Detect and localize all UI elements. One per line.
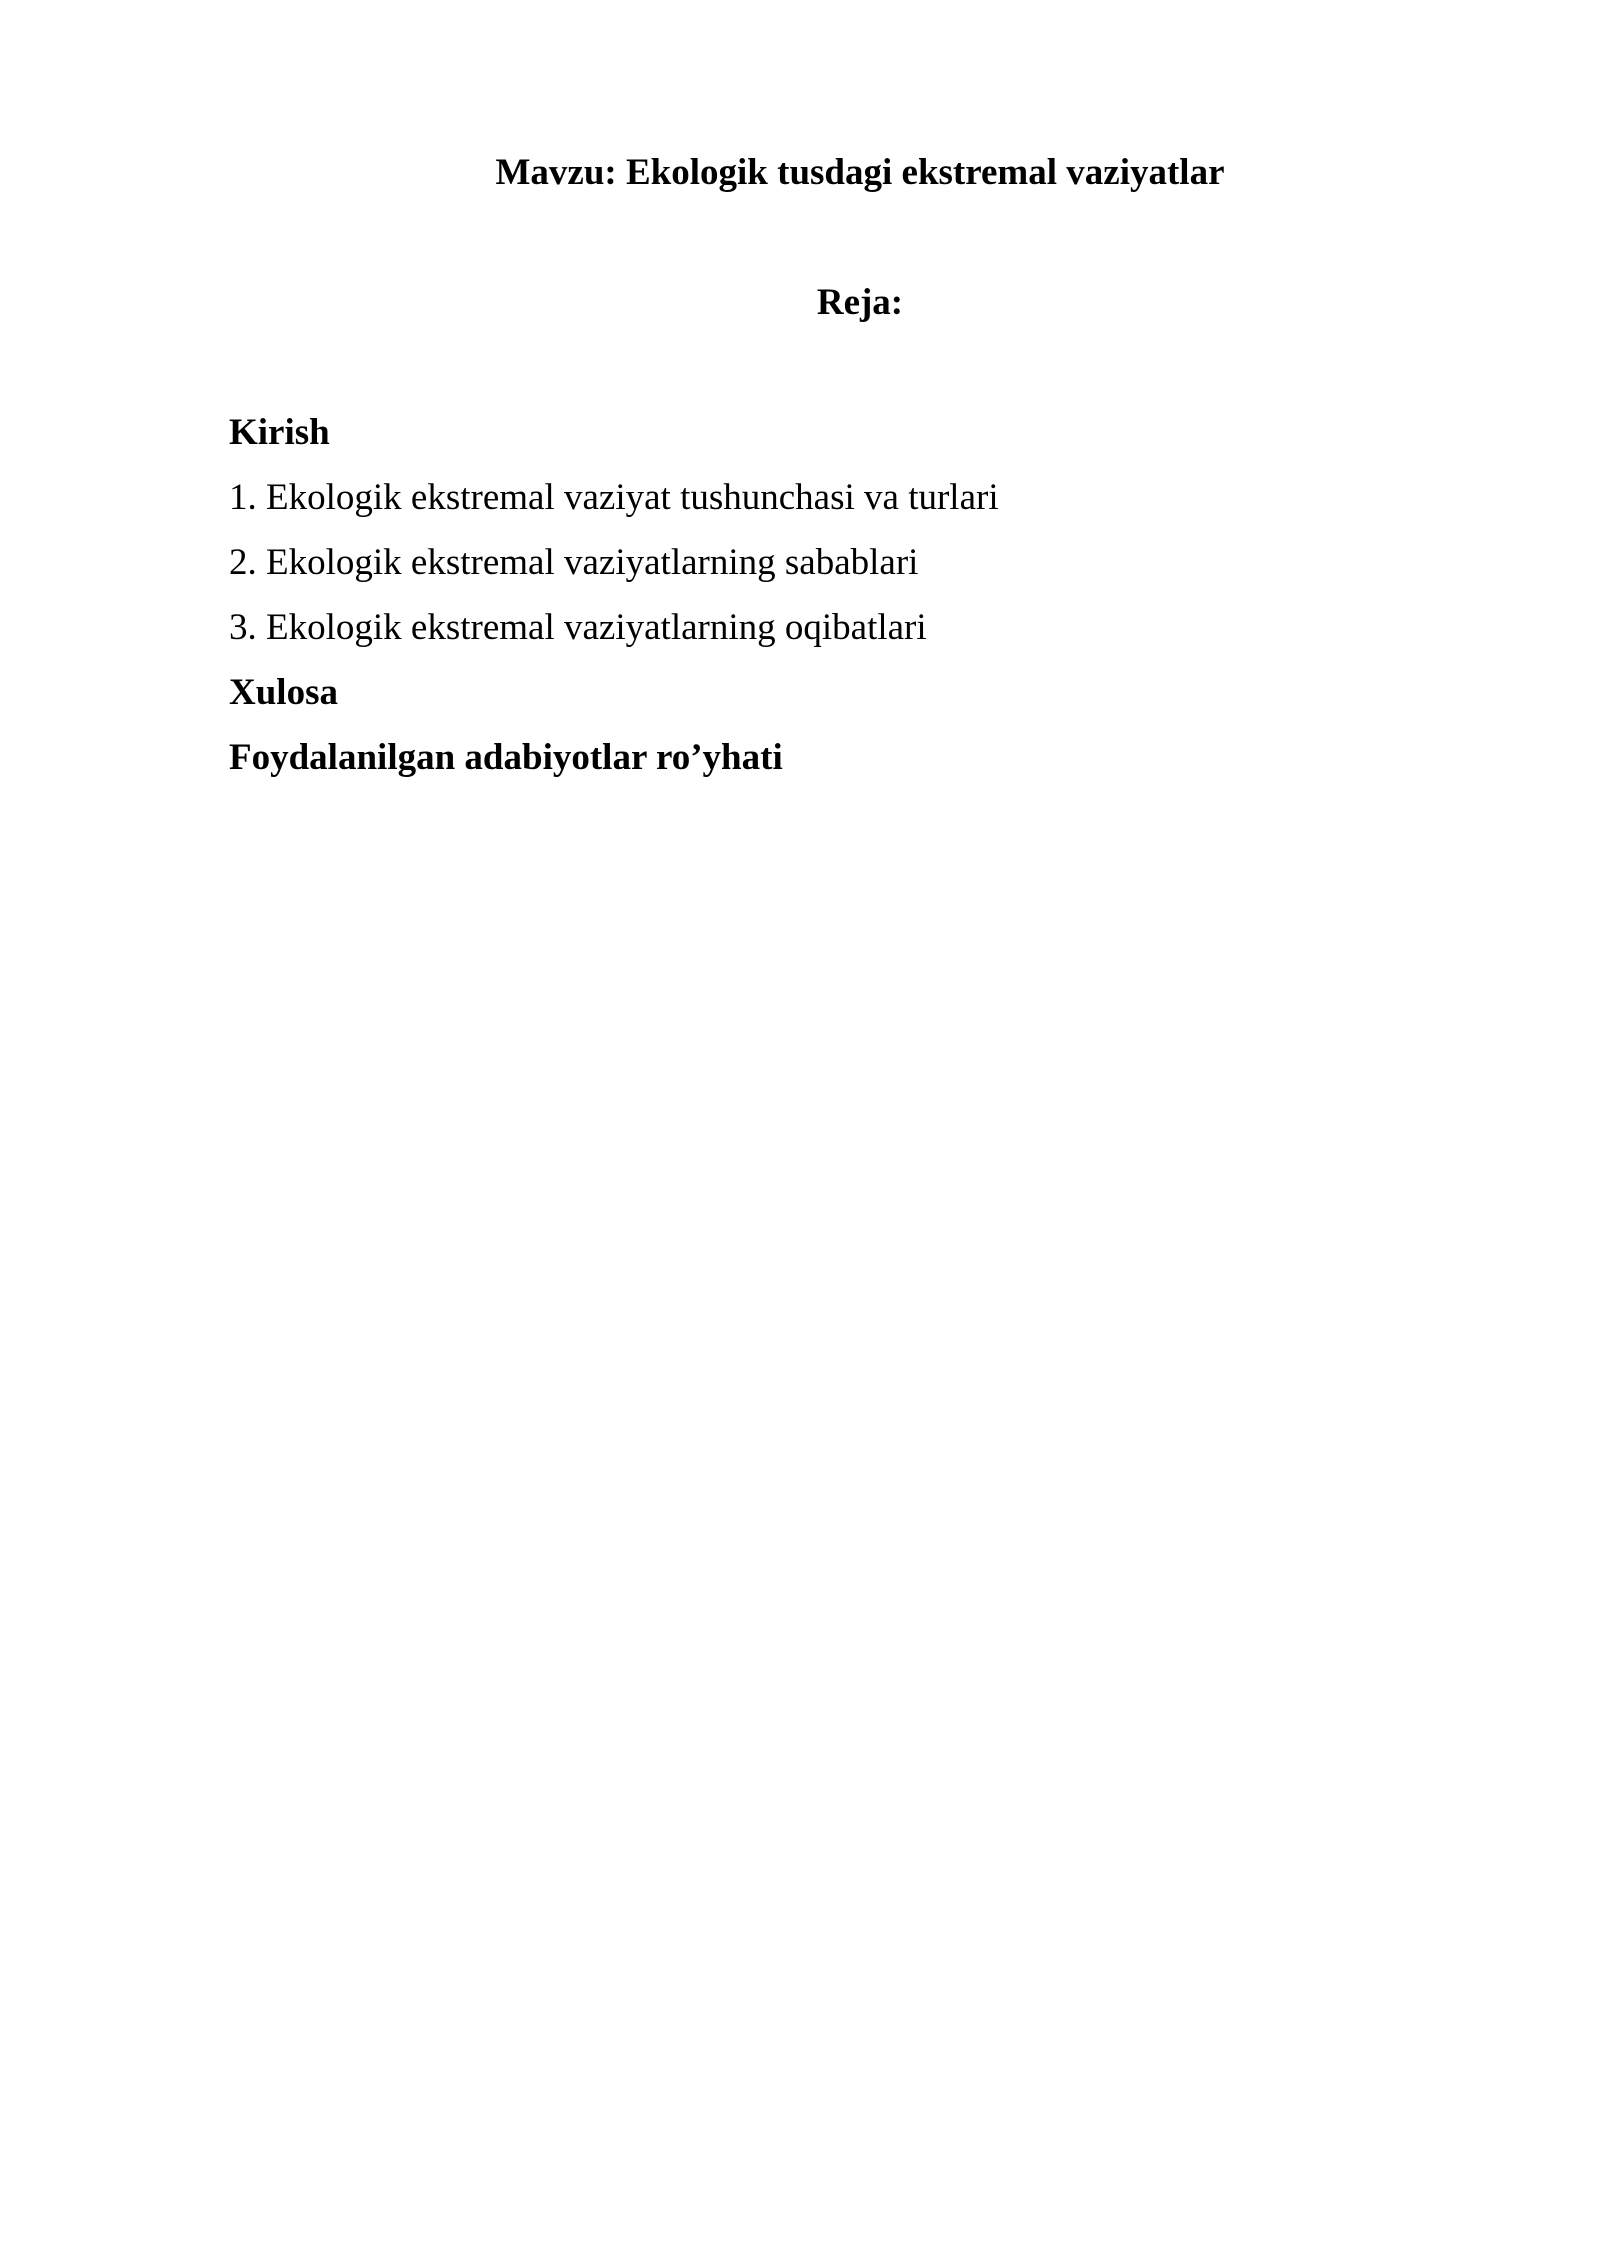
plan-item-2: 2. Ekologik ekstremal vaziyatlarning sabablari xyxy=(229,542,919,583)
plan-item-3: 3. Ekologik ekstremal vaziyatlarning oqibatlari xyxy=(229,607,927,648)
plan-item-references: Foydalanilgan adabiyotlar ro’yhati xyxy=(229,737,783,778)
plan-list xyxy=(229,408,1429,798)
plan-item-conclusion: Xulosa xyxy=(229,672,338,713)
plan-item-intro: Kirish xyxy=(229,412,330,453)
plan-heading: Reja: xyxy=(816,282,904,323)
document-title: Mavzu: Ekologik tusdagi ekstremal vaziyatlar xyxy=(495,152,1225,193)
plan-item-1: 1. Ekologik ekstremal vaziyat tushunchasi va turlari xyxy=(229,477,999,518)
